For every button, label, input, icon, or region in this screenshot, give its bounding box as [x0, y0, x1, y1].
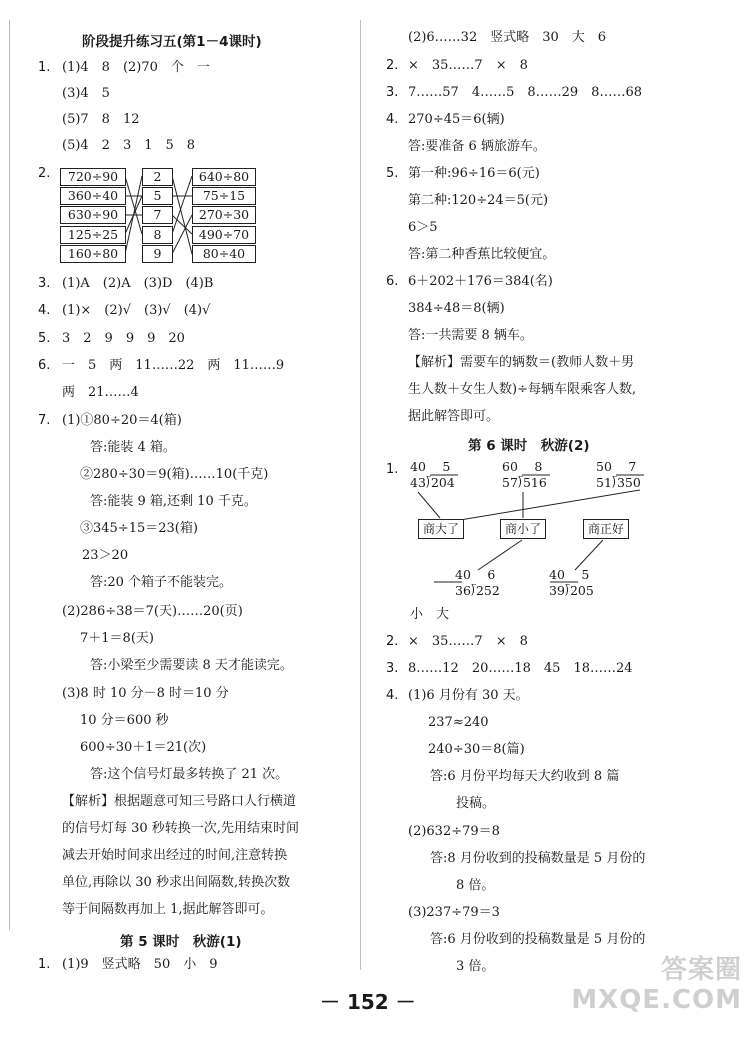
match-left-box: 360÷40: [60, 187, 126, 205]
q1-number: 1.: [38, 60, 51, 75]
r-b-q4-line: 8 倍。: [456, 878, 495, 893]
q4-text: (1)× (2)√ (3)√ (4)√: [62, 303, 211, 318]
division-quotient: 50 7: [596, 459, 637, 474]
division-expression: 36⟌252: [455, 583, 500, 598]
r-b-q4-line: 答:6 月份收到的投稿数量是 5 月份的: [430, 932, 646, 947]
r-q6-number: 6.: [386, 274, 399, 289]
q7-line: 答:20 个箱子不能装完。: [90, 575, 233, 590]
q7-line: 答:这个信号灯最多转换了 21 次。: [90, 767, 289, 782]
lesson6-title: 第 6 课时 秋游(2): [468, 438, 590, 454]
r-l6q1-number: 1.: [386, 462, 399, 477]
r-q6-analysis: 据此解答即可。: [408, 409, 500, 424]
r-b-q4-line: 240÷30＝8(篇): [428, 742, 525, 757]
r-q3-text: 7……57 4……5 8……29 8……68: [408, 85, 642, 100]
page-number: － 152 －: [320, 990, 416, 1014]
r-q6-text2: 384÷48＝8(辆): [408, 301, 505, 316]
match-left-box: 630÷90: [60, 206, 126, 224]
q5-number: 5.: [38, 331, 51, 346]
q7-line: (2)286÷38＝7(天)……20(页): [62, 604, 243, 619]
r-b-q4-line: 3 倍。: [456, 959, 495, 974]
match-right-box: 640÷80: [192, 168, 256, 186]
r-q5-text3: 6＞5: [408, 220, 438, 235]
match-mid-box: 2: [142, 168, 173, 186]
q7-line: 答:小梁至少需要读 8 天才能读完。: [90, 658, 293, 673]
r-b-q4-line: 答:6 月份平均每天大约收到 8 篇: [430, 769, 620, 784]
q5-text: 3 2 9 9 9 20: [62, 331, 185, 346]
division-expression: 39⟌205: [549, 583, 594, 598]
q6-text: 一 5 两 11……22 两 11……9: [62, 358, 285, 373]
quotient-too-small-label: 商小了: [500, 519, 546, 539]
match-mid-box: 9: [142, 245, 173, 263]
division-expression: 51⟌350: [596, 475, 641, 490]
r-q2-number: 2.: [386, 58, 399, 73]
watermark-line1: 答案圈: [660, 955, 742, 985]
watermark-line2: MXQE.COM: [571, 985, 742, 1015]
division-expression: 57⟌516: [502, 475, 547, 490]
q7-line: 10 分＝600 秒: [80, 713, 169, 728]
match-right-box: 270÷30: [192, 206, 256, 224]
r-b-q4-line: (1)6 月份有 30 天。: [408, 688, 529, 703]
r-q6-analysis: 【解析】需要车的辆数＝(教师人数＋男: [408, 355, 635, 370]
r-b-q4-line: (2)632÷79＝8: [408, 824, 500, 839]
section-title: 阶段提升练习五(第1－4课时): [82, 34, 262, 50]
r-b-q2-text: × 35……7 × 8: [408, 634, 528, 649]
r-q5-text2: 第二种:120÷24＝5(元): [408, 193, 549, 208]
match-left-box: 160÷80: [60, 245, 126, 263]
r-q5-answer: 答:第二种香蕉比较便宜。: [408, 247, 556, 262]
division-quotient: 40 5: [549, 567, 590, 582]
q1-line3: (5)7 8 12: [62, 112, 140, 127]
r-b-q2-number: 2.: [386, 634, 399, 649]
r-q6-analysis: 生人数＋女生人数)÷每辆车限乘客人数,: [408, 382, 637, 397]
r-q6-answer: 答:一共需要 8 辆车。: [408, 328, 533, 343]
match-mid-box: 7: [142, 206, 173, 224]
r-q6-text: 6＋202＋176＝384(名): [408, 274, 553, 289]
r-q2-text: × 35……7 × 8: [408, 58, 528, 73]
r-b-q4-line: 答:8 月份收到的投稿数量是 5 月份的: [430, 851, 646, 866]
division-quotient: 40 5: [410, 459, 451, 474]
quotient-correct-label: 商正好: [583, 519, 629, 539]
q7-analysis-line: 的信号灯每 30 秒转换一次,先用结束时间: [62, 821, 299, 836]
match-right-box: 80÷40: [192, 245, 256, 263]
q1-line1: (1)4 8 (2)70 个 一: [62, 60, 210, 75]
q7-line: 600÷30＋1＝21(次): [80, 740, 207, 755]
q7-line: ③345÷15＝23(箱): [80, 521, 198, 536]
q7-line: 答:能装 4 箱。: [90, 440, 176, 455]
q1-line4: (5)4 2 3 1 5 8: [62, 138, 196, 153]
l5q1-text: (1)9 竖式略 50 小 9: [62, 957, 218, 972]
q7-analysis-line: 减去开始时间求出经过的时间,注意转换: [62, 848, 288, 863]
q3-text: (1)A (2)A (3)D (4)B: [62, 276, 214, 291]
q7-number: 7.: [38, 413, 51, 428]
r-q5-number: 5.: [386, 166, 399, 181]
match-right-box: 490÷70: [192, 226, 256, 244]
q7-line: 23＞20: [82, 548, 129, 563]
r-q3-number: 3.: [386, 85, 399, 100]
q7-analysis-line: 等于间隔数再加上 1,据此解答即可。: [62, 902, 274, 917]
q7-line: 答:能装 9 箱,还剩 10 千克。: [90, 494, 257, 509]
match-left-box: 125÷25: [60, 226, 126, 244]
division-expression: 43⟌204: [410, 475, 455, 490]
match-mid-box: 8: [142, 226, 173, 244]
match-left-box: 720÷90: [60, 168, 126, 186]
r-l6q1-tail: 小 大: [410, 607, 450, 622]
r-b-q4-line: 投稿。: [456, 796, 496, 811]
match-right-box: 75÷15: [192, 187, 256, 205]
division-quotient: 60 8: [502, 459, 543, 474]
r-q4-number: 4.: [386, 112, 399, 127]
division-quotient: 40 6: [455, 567, 496, 582]
q6-text2: 两 21……4: [62, 385, 139, 400]
match-mid-box: 5: [142, 187, 173, 205]
q7-analysis-line: 单位,再除以 30 秒求出间隔数,转换次数: [62, 875, 291, 890]
r-top-line: (2)6……32 竖式略 30 大 6: [408, 30, 607, 45]
l5q1-number: 1.: [38, 957, 51, 972]
r-q5-text: 第一种:96÷16＝6(元): [408, 166, 540, 181]
r-b-q3-text: 8……12 20……18 45 18……24: [408, 661, 633, 676]
r-q4-text: 270÷45＝6(辆): [408, 112, 505, 127]
q7-line: 7＋1＝8(天): [80, 631, 154, 646]
q7-line: (3)8 时 10 分－8 时＝10 分: [62, 686, 229, 701]
r-b-q4-line: (3)237÷79＝3: [408, 905, 500, 920]
r-b-q4-line: 237≈240: [428, 715, 489, 730]
quotient-too-big-label: 商大了: [418, 519, 464, 539]
lesson5-title: 第 5 课时 秋游(1): [120, 934, 242, 950]
q6-number: 6.: [38, 358, 51, 373]
q1-line2: (3)4 5: [62, 86, 110, 101]
q2-number: 2.: [38, 166, 51, 181]
q4-number: 4.: [38, 303, 51, 318]
q7-analysis-line: 【解析】根据题意可知三号路口人行横道: [62, 794, 297, 809]
r-b-q4-number: 4.: [386, 688, 399, 703]
q3-number: 3.: [38, 276, 51, 291]
q7-line: ②280÷30＝9(箱)……10(千克): [80, 467, 269, 482]
r-q4-answer: 答:要准备 6 辆旅游车。: [408, 139, 546, 154]
q7-line: (1)①80÷20＝4(箱): [62, 413, 182, 428]
r-b-q3-number: 3.: [386, 661, 399, 676]
watermark: [571, 955, 742, 1015]
